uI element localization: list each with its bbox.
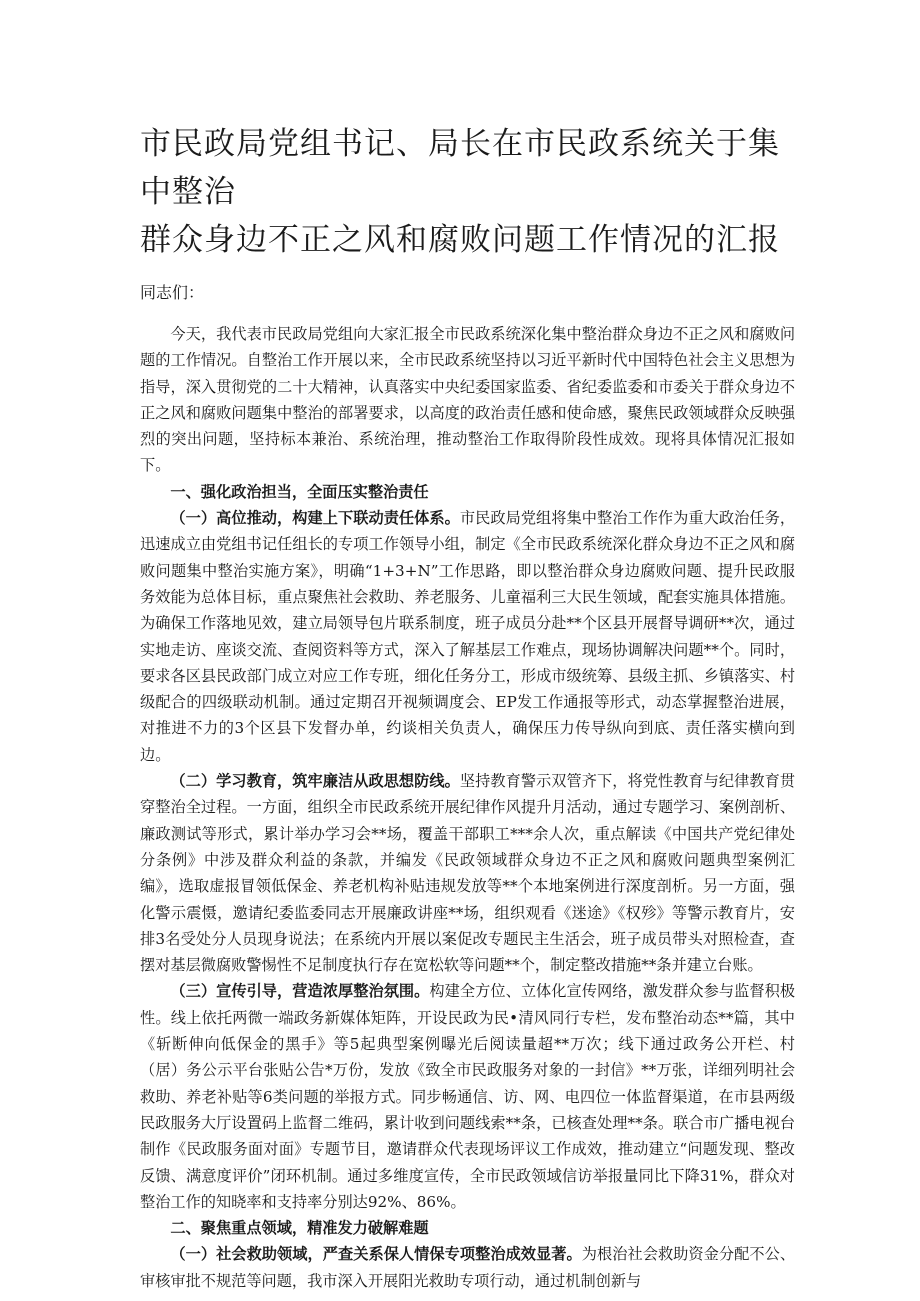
intro-paragraph: 今天，我代表市民政局党组向大家汇报全市民政系统深化集中整治群众身边不正之风和腐败问题的工作情况。自整治工作开展以来，全市民政系统坚持以习近平新时代中国特色社会主义思想为指导，深入贯彻党的二十大精神，认真落实中央纪委国家监委、省纪委监委和市委关于群众身边不正之风和腐败问题集中整治的部署要求，以高度的政治责任感和使命感，聚焦民政领域群众反映强烈的突出问题，坚持标本兼治、系统治理，推动整治工作取得阶段性成效。现将具体情况汇报如下。 <box>140 325 795 475</box>
paragraph-lead: （二）学习教育，筑牢廉洁从政思想防线。 <box>170 772 460 791</box>
paragraph-body: 构建全方位、立体化宣传网络，激发群众参与监督积极性。线上依托两微一端政务新媒体矩阵，开设民政为民•清风同行专栏，发布整治动态**篇，其中《斩断伸向低保金的黑手》等5起典型案例曝光后阅读量超**万次；线下通过政务公开栏、村（居）务公示平台张贴公告*万份，发放《致全市民政服务对象的一封信》**万张，详细列明社会救助、养老补贴等6类问题的举报方式。同步畅通信、访、网、电四位一体监督渠道，在市县两级民政服务大厅设置码上监督二维码，累计收到问题线索**条，已核查处理**条。联合市广播电视台制作《民政服务面对面》专题节目，邀请群众代表现场评议工作成效，推动建立“问题发现、整改反馈、满意度评价”闭环机制。通过多维度宣传，全市民政领域信访举报量同比下降31%，群众对整治工作的知晓率和支持率分别达92%、86%。 <box>140 982 796 1211</box>
title-line-1: 市民政局党组书记、局长在市民政系统关于集中整治 <box>140 126 780 210</box>
paragraph-body: 市民政局党组将集中整治工作作为重大政治任务，迅速成立由党组书记任组长的专项工作领导小组，制定《全市民政系统深化群众身边不正之风和腐败问题集中整治实施方案》，明确“1+3+N”工作思路，即以整治群众身边腐败问题、提升民政服务效能为总体目标，重点聚焦社会救助、养老服务、儿童福利三大民生领域，配套实施具体措施。为确保工作落地见效，建立局领导包片联系制度，班子成员分赴**个区县开展督导调研**次，通过实地走访、座谈交流、查阅资料等方式，深入了解基层工作难点，现场协调解决问题**个。同时，要求各区县民政部门成立对应工作专班，细化任务分工，形成市级统筹、县级主抓、乡镇落实、村级配合的四级联动机制。通过定期召开视频调度会、EP发工作通报等形式，动态掌握整治进展，对推进不力的3个区县下发督办单，约谈相关负责人，确保压力传导纵向到底、责任落实横向到边。 <box>140 509 796 764</box>
section-1-paragraph-2 <box>140 768 795 978</box>
paragraph-lead: （三）宣传引导，营造浓厚整治氛围。 <box>170 982 430 1001</box>
paragraph-body: 为根治社会救助资金分配不公、审核审批不规范等问题，我市深入开展阳光救助专项行动，通过机制创新与 <box>140 1245 796 1290</box>
salutation: 同志们： <box>140 283 205 302</box>
section-2-paragraph-1 <box>140 1241 795 1294</box>
paragraph-lead: （一）高位推动，构建上下联动责任体系。 <box>170 509 460 528</box>
paragraph-lead: （一）社会救助领域，严查关系保人情保专项整治成效显著。 <box>170 1245 582 1264</box>
document-page <box>140 120 795 1294</box>
section-1-paragraph-3 <box>140 978 795 1215</box>
section-1-heading: 一、强化政治担当，全面压实整治责任 <box>170 482 429 501</box>
section-1-paragraph-1 <box>140 505 795 768</box>
title-line-2: 群众身边不正之风和腐败问题工作情况的汇报 <box>140 222 780 258</box>
section-2-heading: 二、聚焦重点领域，精准发力破解难题 <box>170 1219 429 1238</box>
document-title <box>140 120 795 317</box>
paragraph-body: 坚持教育警示双管齐下，将党性教育与纪律教育贯穿整治全过程。一方面，组织全市民政系统开展纪律作风提升月活动，通过专题学习、案例剖析、廉政测试等形式，累计举办学习会**场，覆盖干部职工***余人次，重点解读《中国共产党纪律处分条例》中涉及群众利益的条款，并编发《民政领域群众身边不正之风和腐败问题典型案例汇编》，选取虚报冒领低保金、养老机构补贴违规发放等**个本地案例进行深度剖析。另一方面，强化警示震慑，邀请纪委监委同志开展廉政讲座**场，组织观看《迷途》《权殄》等警示教育片，安排3名受处分人员现身说法；在系统内开展以案促改专题民主生活会，班子成员带头对照检查，查摆对基层微腐败警惕性不足制度执行存在宽松软等问题**个，制定整改措施**条并建立台账。 <box>140 772 796 975</box>
